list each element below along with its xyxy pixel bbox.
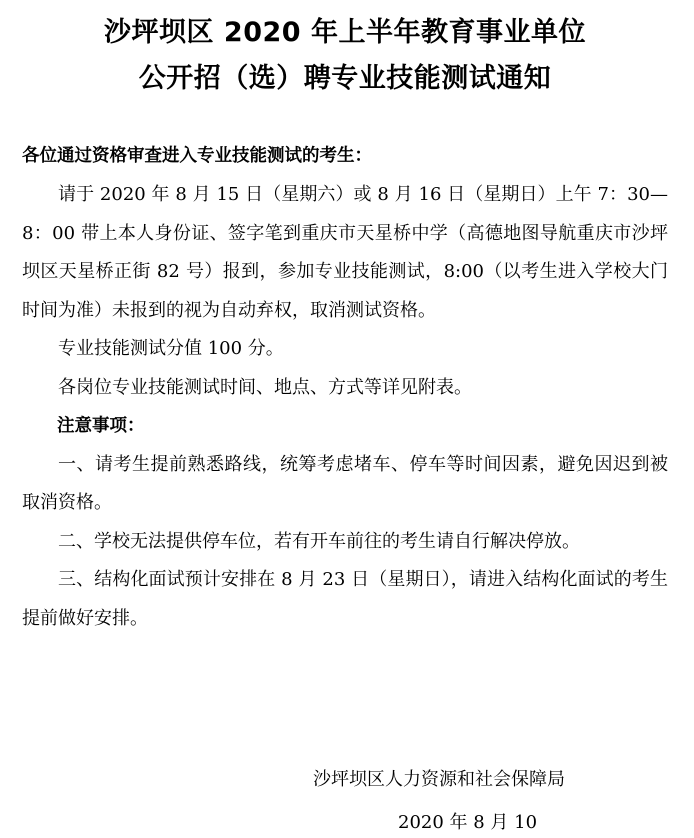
greeting: 各位通过资格审查进入专业技能测试的考生： (22, 146, 372, 166)
paragraph-score: 专业技能测试分值 100 分。 (58, 338, 284, 359)
notice-title (22, 10, 668, 102)
signature-date: 2020 年 8 月 10 (398, 812, 538, 833)
paragraph-schedule: 各岗位专业技能测试时间、地点、方式等详见附表。 (58, 376, 472, 398)
title-line-2: 公开招（选）聘专业技能测试通知 (138, 63, 552, 94)
signature-organization: 沙坪坝区人力资源和社会保障局 (313, 769, 565, 790)
note-item: 一、请考生提前熟悉路线，统筹考虑堵车、停车等时间因素，避免因迟到被取消资格。 (22, 453, 668, 513)
paragraph-registration: 请于 2020 年 8 月 15 日（星期六）或 8 月 16 日（星期日）上午 7：30—8：00 带上本人身份证、签字笔到重庆市天星桥中学（高德地图导航重庆市沙坪坝区天星桥正街 82 号）报到，参加专业技能测试，8:00（以考生进入学校大门时间为准）未报到的视为自动弃权，取消测试资格。 (22, 184, 668, 321)
note-item: 二、学校无法提供停车位，若有开车前往的考生请自行解决停放。 (58, 530, 580, 552)
notes-heading: 注意事项： (57, 416, 145, 436)
note-item: 三、结构化面试预计安排在 8 月 23 日（星期日），请进入结构化面试的考生提前做好安排。 (22, 569, 668, 629)
title-line-1: 沙坪坝区 2020 年上半年教育事业单位 (104, 17, 586, 48)
